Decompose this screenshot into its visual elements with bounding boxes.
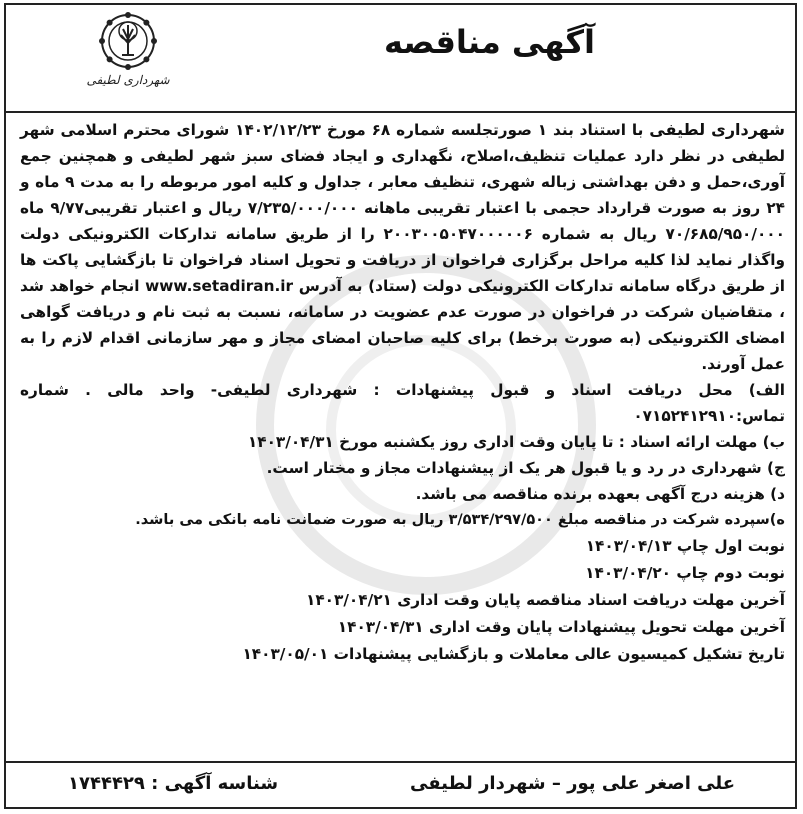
notice-body [20,117,785,668]
logo-caption: شهرداری لطیفی [86,73,170,87]
paragraph-text: با استناد بند ۱ صورتجلسه شماره ۶۸ مورخ ۱۴۰۲/۱۲/۲۳ شورای محترم اسلامی شهر لطیفی در نظر دارد عملیات تنظیف،اصلاح، نگهداری و ایجاد فضای سبز شهر لطیفی و همچنین جمع آوری،حمل و دفن بهداشتی زباله شهری، تنظیف معابر ، جداول و کلیه امور مربوطه را به مدت ۹ ماه و ۲۴ روز به صورت قرارداد حجمی با اعتبار تقریبی ماهانه ۷/۲۳۵/۰۰۰/۰۰۰ ریال و اعتبار تقریبی۹/۷۷ ماه ۷۰/۶۸۵/۹۵۰/۰۰۰ ریال به شماره ۲۰۰۳۰۰۵۰۴۷۰۰۰۰۰۶ را از طریق سامانه تدارکات الکترونیکی دولت واگذار نماید لذا کلیه مراحل برگزاری فراخوان از دریافت و تحویل اسناد فراخوان تا بازگشایی پاکت ها از طریق درگاه سامانه تدارکات الکترونیکی دولت (ستاد) به آدرس www.setadiran.ir انجام خواهد شد ، متقاضیان شرکت در فراخوان در صورت عدم عضویت در سامانه، نسبت به ثبت نام و دریافت گواهی امضای الکترونیکی (به صورت برخط) برای کلیه صاحبان امضای مجاز و مهر سازمانی اقدام لازم را به عمل آورند. [20,121,785,373]
tender-notice [4,3,797,809]
signer-name: علی اصغر علی پور – شهردار لطیفی [410,773,735,794]
list-item: ه)سپرده شرکت در مناقصه مبلغ ۳/۵۳۴/۲۹۷/۵۰۰ ریال به صورت ضمانت نامه بانکی می باشد. [135,512,785,528]
date-item: تاریخ تشکیل کمیسیون عالی معاملات و بازگشایی پیشنهادات ۱۴۰۳/۰۵/۰۱ [242,645,785,663]
conditions-list [20,377,785,533]
date-item: آخرین مهلت تحویل پیشنهادات پایان وقت اداری ۱۴۰۳/۰۴/۳۱ [337,618,785,636]
main-paragraph [20,117,785,377]
dates-list [20,533,785,668]
lead-text: شهرداری لطیفی [649,120,786,139]
notice-footer [6,761,795,807]
list-item: ب) مهلت ارائه اسناد : تا پایان وقت اداری روز یکشنبه مورخ ۱۴۰۳/۰۴/۳۱ [247,433,785,451]
tree-emblem-icon [93,11,163,73]
list-item: الف) محل دریافت اسناد و قبول پیشنهادات : شهرداری لطیفی- واحد مالی . شماره تماس:۰۷۱۵۲۴۱۲۹۱۰ [20,381,785,425]
list-item: ج) شهرداری در رد و یا قبول هر یک از پیشنهادات مجاز و مختار است. [266,459,785,477]
municipality-logo [82,11,174,107]
list-item: د) هزینه درج آگهی بعهده برنده مناقصه می باشد. [415,485,785,503]
date-item: نوبت دوم چاپ ۱۴۰۳/۰۴/۲۰ [585,564,785,582]
ad-id: شناسه آگهی : ۱۷۴۴۴۲۹ [68,773,279,794]
notice-header [6,5,795,113]
date-item: آخرین مهلت دریافت اسناد مناقصه پایان وقت اداری ۱۴۰۳/۰۴/۲۱ [306,591,785,609]
date-item: نوبت اول چاپ ۱۴۰۳/۰۴/۱۳ [585,537,785,555]
page-title: آگهی مناقصه [384,23,595,61]
